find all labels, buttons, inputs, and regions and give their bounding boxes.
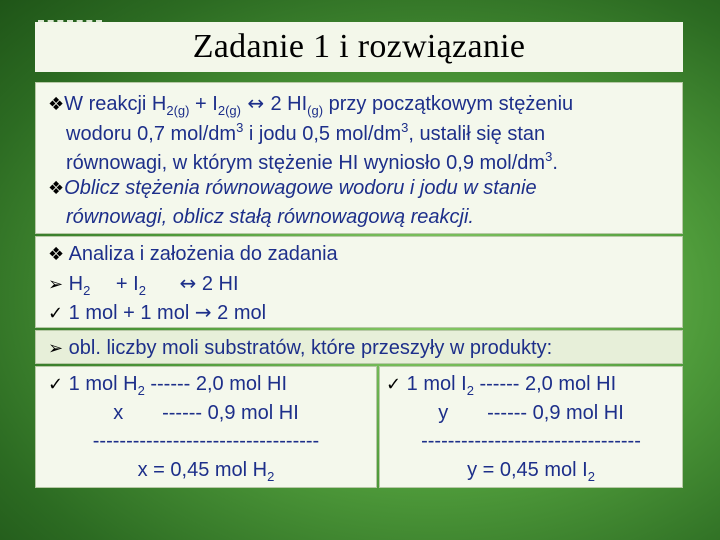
task-text: , ustalił się stan [408, 123, 546, 145]
task-text: + I [189, 93, 218, 115]
superscript: 3 [401, 120, 409, 135]
task-text: 2 HI [270, 93, 308, 115]
subscript: (g) [307, 103, 324, 118]
subscript: 2 [137, 383, 145, 398]
formula-h2: H [68, 273, 84, 295]
check-bullet-icon: ✓ [48, 303, 64, 324]
formula-i2: + I [115, 273, 139, 295]
task-text: przy początkowym stężeniu [323, 93, 574, 115]
calc-h-line-1 [48, 374, 287, 397]
calc-i-line-1 [386, 374, 616, 397]
calc-h-line-2: x ------ 0,9 mol HI [113, 402, 299, 424]
calc-i-result [379, 460, 683, 483]
task-text: Oblicz stężenia równowagowe wodoru i jodu w stanie [64, 177, 537, 199]
reaction-equation [48, 273, 239, 297]
step-text: obl. liczby moli substratów, które przeszyły w produkty: [68, 337, 553, 359]
analysis-heading [48, 244, 338, 264]
mole-text: 2 mol [217, 302, 267, 324]
task-line-3 [66, 150, 558, 173]
mole-text: 1 mol [68, 302, 118, 324]
task-text: wyniosło 0,9 mol/dm [358, 152, 546, 174]
subscript: 2 [267, 469, 275, 484]
task-text: W reakcji H [64, 93, 167, 115]
analysis-heading-text: Analiza i założenia do zadania [68, 243, 338, 265]
step-line [48, 338, 552, 358]
diamond-bullet-icon: ❖ [48, 178, 65, 199]
subscript: 2 [466, 383, 474, 398]
task-text: równowagi, oblicz stałą równowagową reakcji. [66, 206, 474, 228]
mole-ratio [48, 302, 266, 323]
result-text: x = 0,45 mol H [137, 459, 268, 481]
calc-text: 1 mol I [406, 373, 467, 395]
task-line-4 [48, 178, 537, 198]
task-line-5 [66, 207, 474, 227]
check-bullet-icon: ✓ [386, 374, 402, 395]
arrow-bullet-icon: ➢ [48, 274, 64, 295]
calc-h-result [35, 460, 377, 483]
right-arrow-icon: → [194, 300, 212, 324]
subscript: 2 [587, 469, 595, 484]
subscript: 2 [138, 283, 146, 298]
task-text: wodoru 0,7 mol/dm [66, 123, 237, 145]
calc-text: 1 mol H [68, 373, 138, 395]
calc-text: ------ 2,0 mol HI [473, 373, 617, 395]
calc-i-dashes: --------------------------------- [421, 430, 641, 452]
check-bullet-icon: ✓ [48, 374, 64, 395]
mole-text: + 1 mol [123, 302, 190, 324]
subscript: 2(g) [166, 103, 190, 118]
title-box [35, 22, 683, 72]
task-line-2 [66, 121, 545, 144]
superscript: 3 [545, 149, 553, 164]
arrow-bullet-icon: ➢ [48, 338, 64, 359]
page-title: Zadanie 1 i rozwiązanie [192, 28, 526, 65]
superscript: 3 [236, 120, 244, 135]
calc-text: ------ 2,0 mol HI [144, 373, 288, 395]
diamond-bullet-icon: ❖ [48, 244, 65, 265]
equilibrium-arrow-icon: ↔ [179, 271, 197, 295]
task-text: równowagi, w którym stężenie [66, 152, 339, 174]
calc-h-dashes: ---------------------------------- [92, 430, 320, 452]
calc-i-line-2: y ------ 0,9 mol HI [438, 402, 624, 424]
result-text: y = 0,45 mol I [467, 459, 588, 481]
task-text: . [552, 152, 558, 174]
formula-hi: 2 HI [201, 273, 239, 295]
subscript: 2 [83, 283, 91, 298]
subscript: 2(g) [217, 103, 241, 118]
task-text: HI [338, 152, 359, 174]
equilibrium-arrow-icon: ↔ [240, 91, 271, 115]
diamond-bullet-icon: ❖ [48, 94, 65, 115]
task-line-1 [48, 93, 573, 117]
task-text: i jodu 0,5 mol/dm [243, 123, 402, 145]
